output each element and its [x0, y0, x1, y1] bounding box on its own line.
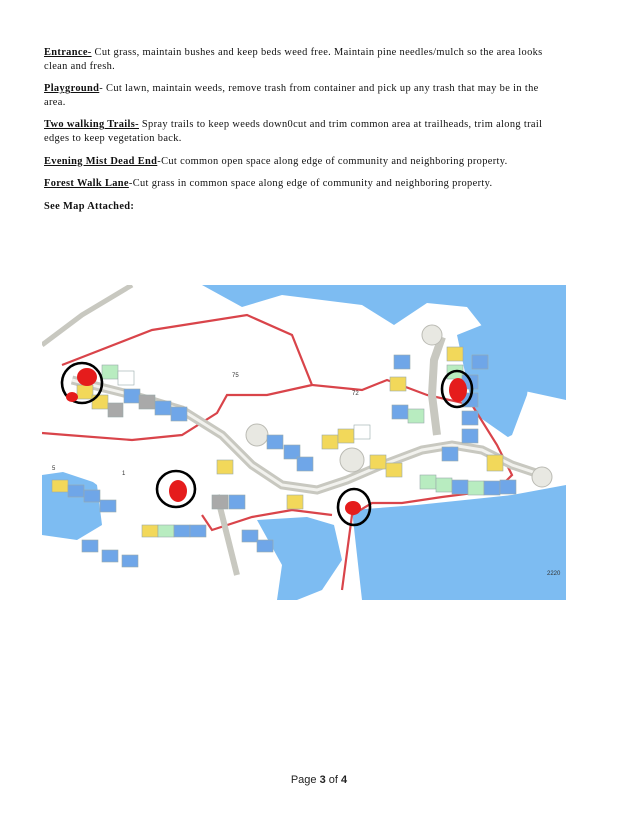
footer-prefix: Page	[290, 774, 320, 786]
water-area-bottom-left	[257, 517, 342, 600]
map-label-1: 1	[122, 471, 126, 477]
map-label-72: 72	[352, 391, 359, 397]
instruction-text: - Cut lawn, maintain weeds, remove trash from container and pick up any trash that may be in the area.	[44, 83, 539, 108]
cul-de-sac-east	[532, 467, 552, 487]
instruction-text: -Cut grass in common space along edge of community and neighboring property.	[128, 178, 493, 190]
footer-current-page: 3	[319, 774, 326, 786]
instruction-term: Evening Mist Dead End	[44, 155, 158, 167]
cul-de-sac-mid	[246, 424, 268, 446]
page-footer	[0, 774, 638, 786]
instruction-term: Forest Walk Lane	[44, 178, 129, 190]
instruction-walking-trails	[44, 118, 544, 145]
map-label-2220: 2220	[547, 571, 561, 577]
instruction-forest-walk	[44, 177, 544, 191]
see-map-heading: See Map Attached:	[44, 200, 135, 212]
map-label-5: 5	[52, 466, 56, 472]
instruction-text: -Cut common open space along edge of community and neighboring property.	[157, 155, 508, 167]
document-body	[44, 46, 544, 213]
cul-de-sac-north	[422, 325, 442, 345]
instruction-playground	[44, 82, 544, 109]
footer-middle: of	[325, 774, 342, 786]
instruction-term: Playground	[44, 83, 100, 95]
instruction-evening-mist	[44, 155, 544, 169]
map-label-75: 75	[232, 373, 239, 379]
instruction-entrance	[44, 46, 544, 73]
instruction-term: Entrance-	[44, 47, 92, 58]
instruction-text: Cut grass, maintain bushes and keep beds weed free. Maintain pine needles/mulch so the area looks clean and fresh.	[44, 47, 543, 72]
instruction-term: Two walking Trails-	[44, 119, 139, 131]
community-map	[42, 285, 566, 600]
cul-de-sac-center	[340, 448, 364, 472]
instruction-text: Spray trails to keep weeds down0cut and trim common area at trailheads, trim along trail edges to keep vegetation back.	[44, 119, 543, 144]
footer-total-pages: 4	[341, 774, 348, 786]
map-svg	[42, 285, 566, 600]
